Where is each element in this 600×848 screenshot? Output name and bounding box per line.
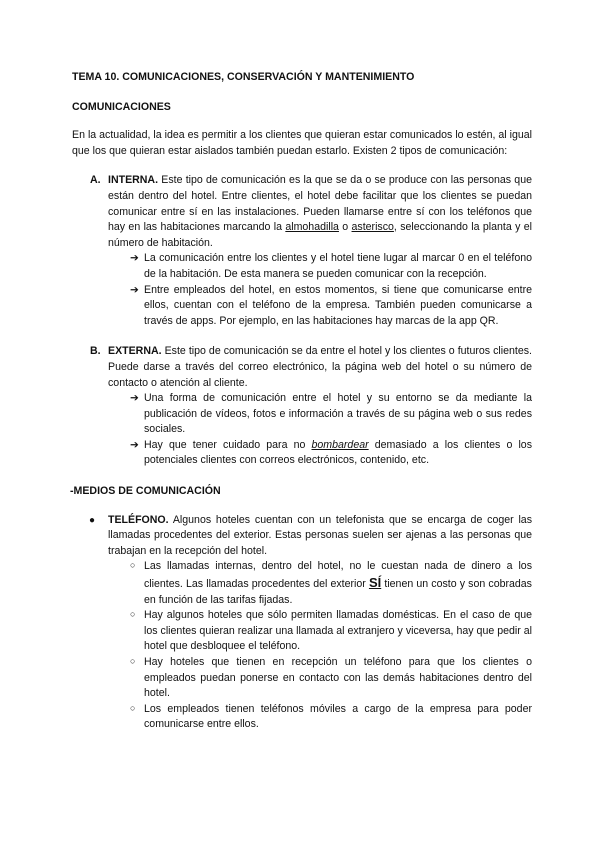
- telefono-text: Algunos hoteles cuentan con un telefonista que se encarga de coger las llamadas procedentes del exterior. Estas personas suelen ser ajenas a las personas que trabajan en la recepción del hotel.: [108, 513, 532, 557]
- arrow-icon: ➔: [130, 438, 139, 451]
- interna-paragraph: [108, 173, 532, 251]
- externa-heading: EXTERNA.: [108, 345, 162, 358]
- underlined-almohadilla: almohadilla: [285, 221, 339, 234]
- list-item: [72, 251, 532, 282]
- externa-item-2-start: Hay que tener cuidado para no: [144, 438, 312, 451]
- list-item: [72, 391, 532, 438]
- arrow-icon: ➔: [130, 283, 139, 296]
- externa-text: Este tipo de comunicación se da entre el hotel y los clientes o futuros clientes. Puede darse a través del correo electrónico, la página web del hotel o su número de contacto o atención al cliente.: [108, 345, 532, 389]
- arrow-icon: ➔: [130, 392, 139, 405]
- telefono-paragraph: [108, 513, 532, 560]
- externa-item-2-end: demasiado a los clientes o los potenciales clientes con correos electrónicos, contenido, etc.: [144, 438, 532, 467]
- section-heading-comunicaciones: COMUNICACIONES: [72, 100, 171, 113]
- telefono-item-1-start: Las llamadas internas, dentro del hotel, no le cuestan nada de dinero a los clientes. Las llamadas procedentes del exterior: [144, 560, 532, 591]
- list-item: [72, 608, 532, 655]
- externa-paragraph: [108, 344, 532, 391]
- list-item: [72, 438, 532, 469]
- interna-text-mid: o: [338, 221, 352, 234]
- arrow-icon: ➔: [130, 252, 139, 265]
- document-title: TEMA 10. COMUNICACIONES, CONSERVACIÓN Y MANTENIMIENTO: [72, 71, 415, 83]
- externa-item-1: Una forma de comunicación entre el hotel y su entorno se da mediante la publicación de vídeos, fotos e información a través de su página web o sus redes sociales.: [144, 392, 532, 436]
- list-label-b: B.: [90, 345, 101, 358]
- list-item: [72, 702, 532, 733]
- circle-bullet-icon: ○: [130, 609, 136, 620]
- interna-text-2: , seleccionando la planta y el número de habitación.: [108, 221, 532, 249]
- underlined-bombardear: bombardear: [311, 438, 369, 451]
- circle-bullet-icon: ○: [130, 656, 136, 666]
- underlined-asterisco: asterisco: [351, 221, 394, 234]
- telefono-block: [72, 513, 532, 560]
- interna-block: [72, 173, 532, 251]
- list-label-a: A.: [90, 174, 101, 187]
- interna-heading: INTERNA.: [108, 174, 159, 187]
- list-item: [72, 655, 532, 702]
- list-item: [72, 559, 532, 608]
- interna-item-2: Entre empleados del hotel, en estos momentos, si tiene que comunicarse entre ellos, cuentan con el teléfono de la empresa. También pueden comunicarse a través de apps. Por ejemplo, en las habitaciones hay marcas de la app QR.: [144, 283, 532, 327]
- interna-item-1: La comunicación entre los clientes y el hotel tiene lugar al marcar 0 en el teléfono de la habitación. De esta manera se pueden comunicar con la recepción.: [144, 252, 532, 280]
- document-page: [72, 66, 532, 733]
- bullet-icon: ●: [89, 514, 96, 526]
- telefono-item-2: Hay algunos hoteles que sólo permiten llamadas domésticas. En el caso de que los clientes quieran realizar una llamada al extranjero y viceversa, hay que pedir al hotel que desbloquee el teléfono.: [144, 609, 532, 653]
- telefono-heading: TELÉFONO.: [108, 513, 169, 526]
- telefono-item-1-end: tienen un costo y son cobradas en función de las tarifas fijadas.: [144, 578, 532, 606]
- circle-bullet-icon: ○: [130, 702, 136, 713]
- telefono-item-4: Los empleados tienen teléfonos móviles a cargo de la empresa para poder comunicarse entre ellos.: [144, 702, 532, 731]
- emphasis-si: SÍ: [368, 575, 382, 591]
- list-item: [72, 283, 532, 330]
- telefono-item-3: Hay hoteles que tienen en recepción un teléfono para que los clientes o empleados puedan ponerse en contacto con las demás habitaciones dentro del hotel.: [144, 656, 532, 700]
- interna-text-1: Este tipo de comunicación es la que se da o se produce con las personas que están dentro del hotel. Entre clientes, el hotel debe facilitar que los clientes se puedan comunicar entre sí en las instalaciones. Pueden llamarse entre sí con los teléfonos que hay en las habitaciones marcando la: [108, 174, 532, 234]
- intro-paragraph: En la actualidad, la idea es permitir a los clientes que quieran estar comunicados lo estén, al igual que los que quieran estar aislados también puedan estarlo. Existen 2 tipos de comunicación:: [72, 129, 532, 157]
- section-heading-medios: -MEDIOS DE COMUNICACIÓN: [70, 485, 221, 498]
- externa-block: [72, 344, 532, 391]
- externa-item-2: [144, 438, 532, 469]
- telefono-item-1: [144, 559, 532, 608]
- circle-bullet-icon: ○: [130, 560, 136, 571]
